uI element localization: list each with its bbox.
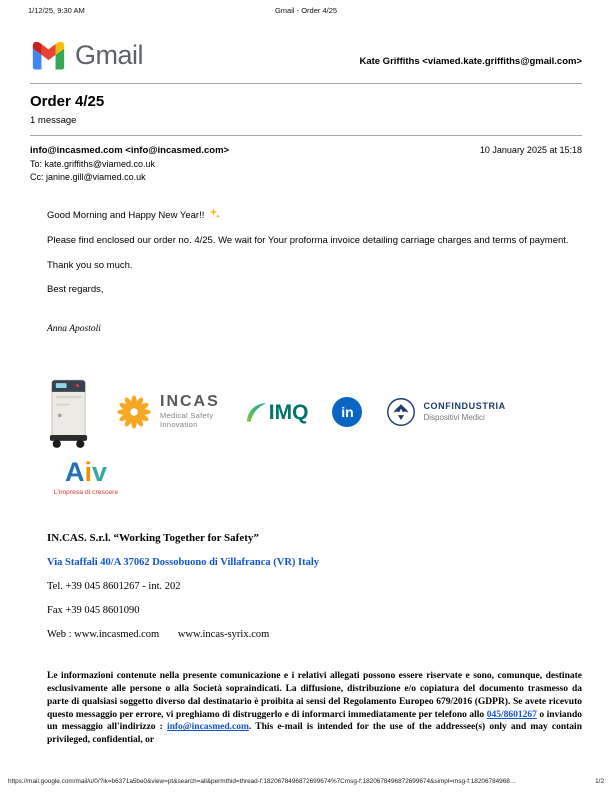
print-doc-title: Gmail - Order 4/25 [274,6,338,15]
company-info-block [47,532,582,640]
print-footer [8,778,604,785]
meta-top-row [30,145,582,156]
confindustria-eagle-icon [386,397,416,427]
divider [30,135,582,136]
email-body [30,208,582,747]
website-link-1[interactable]: www.incasmed.com [74,629,160,641]
disclaimer-text-2: o inviando un messaggio all'indirizzo : [47,709,583,733]
aiv-wordmark [47,459,125,486]
incas-logo-text [160,393,220,429]
aiv-tagline: L'impresa di crescere [53,489,119,497]
linkedin-icon[interactable] [332,397,362,427]
message-count: 1 message [30,115,77,126]
imq-logo [244,401,309,423]
message-meta [30,145,582,182]
confindustria-logo [386,397,505,427]
aiv-letter-a: A [64,457,85,488]
confindustria-text [423,401,505,422]
imq-leaf-icon [244,401,268,423]
signer-name: Anna Apostoli [47,324,101,335]
disclaimer-email-link[interactable]: info@incasmed.com [166,722,249,733]
body-paragraph-1: Please find enclosed our order no. 4/25. We wait for Your proforma invoice detailing carriage charges and terms of payment. [47,234,569,246]
greeting-text: Good Morning and Happy New Year!! [47,210,205,221]
imq-wordmark: IMQ [268,400,309,424]
company-phone: Tel. +39 045 8601267 - int. 202 [47,581,181,593]
email-subject: Order 4/25 [30,93,105,110]
aiv-letter-i: i [84,457,92,488]
page-content [30,0,582,759]
confindustria-name: CONFINDUSTRIA [423,401,506,412]
disclaimer-text-1: Le informazioni contenute nella presente comunicazione e i relativi allegati possono essere riservate e sono, comunque, destinate esclusivamente alle persone o alla Società sopraindicati. La diffusione, distribuzione e/o copiatura del documento trasmesso da parte di qualsiasi soggetto diverso dal destinatario è proibita ai sensi del Regolamento Europeo 679/2016 (GDPR). Se avete ricevuto questo messaggio per errore, vi preghiamo di distruggerlo e di informarci immediatamente per telefono allo [47,671,582,720]
gmail-wordmark: Gmail [75,40,144,70]
disclaimer-text-3: . This e-mail is intended for the use of the addressee(s) only and may contain privileged, confidential, or [47,722,582,746]
company-fax: Fax +39 045 8601090 [47,605,140,617]
incas-sun-icon [116,394,152,430]
medical-device-photo [47,374,92,449]
to-recipients: To: kate.griffiths@viamed.co.uk [30,159,156,169]
signature-logo-row [47,374,582,449]
sparkles-icon [209,208,221,220]
website-link-2[interactable]: www.incas-syrix.com [177,629,270,641]
web-label: Web : [47,629,72,641]
disclaimer-phone-link[interactable]: 045/8601267 [486,709,537,720]
legal-disclaimer [47,670,582,747]
confindustria-subtitle: Dispositivi Medici [423,412,485,422]
linkedin-in-glyph: in [341,403,354,420]
company-address-link[interactable]: Via Staffali 40/A 37062 Dossobuono di Villafranca (VR) Italy [47,557,320,569]
company-web-line [47,629,582,640]
sent-date: 10 January 2025 at 15:18 [479,145,582,155]
body-paragraph-3: Best regards, [47,284,104,296]
company-name: IN.CAS. S.r.l. “Working Together for Safety” [47,532,259,545]
incas-tagline-2: Innovation [160,420,198,430]
body-paragraph-2: Thank you so much. [47,259,133,271]
aiv-logo [47,459,125,496]
gmail-logo [30,42,143,70]
company-address-line [47,557,582,568]
incas-logo [116,393,220,429]
gmail-header-bar [30,42,582,70]
cc-recipients: Cc: janine.gill@viamed.co.uk [30,172,146,182]
aiv-letter-v: v [91,457,108,488]
gmail-m-icon [30,42,67,70]
divider [30,83,582,84]
source-url: https://mail.google.com/mail/u/0/?ik=b6371a5be0&view=pt&search=all&permthid=thread-f:1820678496872699674%7Cmsg-f:1820678496872699674&simpl=msg-f:18206784968… [8,778,517,785]
account-identity: Kate Griffiths <viamed.kate.griffiths@gmail.com> [359,56,582,67]
greeting-line [47,208,582,223]
page-number: 1/2 [595,778,604,785]
incas-tagline-1: Medical Safety [160,410,214,420]
print-timestamp: 1/12/25, 9:30 AM [28,6,85,15]
incas-name: INCAS [160,393,220,411]
sender-address: info@incasmed.com <info@incasmed.com> [30,145,230,156]
